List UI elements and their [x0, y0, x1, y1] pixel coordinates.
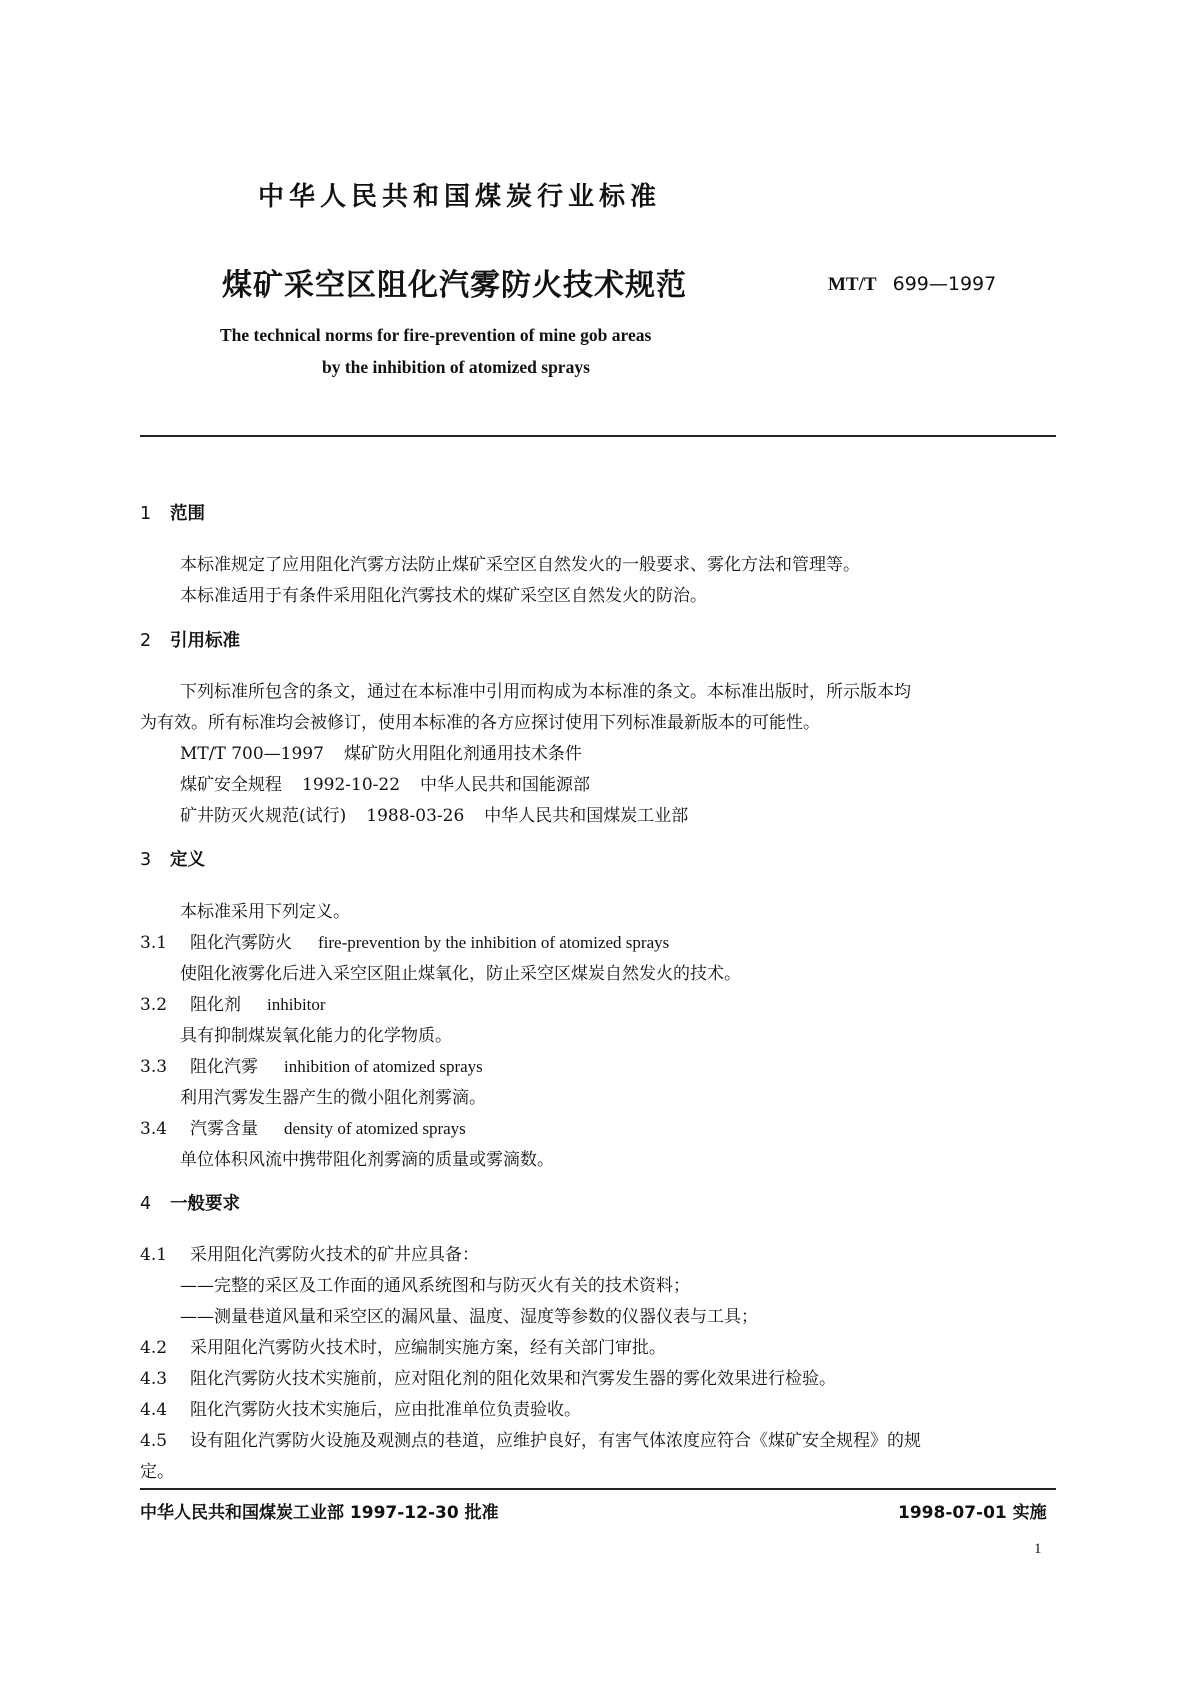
reference-issuer: 中华人民共和国能源部 [420, 775, 591, 795]
section-1-paragraph-2: 本标准适用于有条件采用阻化汽雾技术的煤矿采空区自然发火的防治。 [180, 586, 707, 606]
section-title: 一般要求 [170, 1194, 240, 1214]
item-number: 4.5 [140, 1431, 168, 1451]
definition-term: 阻化剂 [190, 995, 241, 1015]
approval-info: 中华人民共和国煤炭工业部 1997-12-30 批准 [140, 1503, 499, 1523]
requirement-text: 设有阻化汽雾防火设施及观测点的巷道，应维护良好，有害气体浓度应符合《煤矿安全规程》的规 [190, 1431, 921, 1451]
definition-item [140, 1052, 483, 1077]
reference-code: 矿井防灭火规范(试行) [180, 806, 347, 826]
section-number: 1 [140, 504, 152, 524]
footer-divider [140, 1488, 1056, 1490]
definition-text: 利用汽雾发生器产生的微小阻化剂雾滴。 [180, 1088, 486, 1108]
section-3-heading [140, 846, 205, 871]
section-1-paragraph-1: 本标准规定了应用阻化汽雾方法防止煤矿采空区自然发火的一般要求、雾化方法和管理等。 [180, 555, 860, 575]
requirement-item [140, 1426, 921, 1451]
item-number: 4.4 [140, 1400, 168, 1420]
definition-term-english: density of atomized sprays [284, 1119, 466, 1138]
requirement-text: 采用阻化汽雾防火技术的矿井应具备： [190, 1245, 479, 1265]
section-title: 范围 [170, 504, 205, 524]
reference-item [180, 801, 688, 826]
reference-issuer: 中华人民共和国煤炭工业部 [484, 806, 689, 826]
standard-code [828, 273, 996, 296]
definition-term: 汽雾含量 [190, 1119, 258, 1139]
reference-date: 1992-10-22 [302, 775, 401, 795]
definition-item [140, 928, 669, 953]
section-number: 4 [140, 1194, 152, 1214]
definition-term: 阻化汽雾 [190, 1057, 258, 1077]
section-2-paragraph-line-1: 下列标准所包含的条文，通过在本标准中引用而构成为本标准的条文。本标准出版时，所示版本均 [180, 682, 911, 702]
reference-item [180, 770, 590, 795]
reference-item [180, 739, 582, 764]
item-number: 4.3 [140, 1369, 168, 1389]
definition-text: 使阻化液雾化后进入采空区阻止煤氧化，防止采空区煤炭自然发火的技术。 [180, 964, 741, 984]
header-divider [140, 435, 1056, 437]
definition-term: 阻化汽雾防火 [190, 933, 292, 953]
reference-code: MT/T 700—1997 [180, 744, 324, 764]
requirement-text: 采用阻化汽雾防火技术时，应编制实施方案，经有关部门审批。 [190, 1338, 666, 1358]
english-title-line-2: by the inhibition of atomized sprays [322, 357, 590, 377]
requirement-item [140, 1240, 479, 1265]
requirement-text: 阻化汽雾防火技术实施后，应由批准单位负责验收。 [190, 1400, 581, 1420]
section-2-heading [140, 627, 240, 652]
definition-text: 具有抑制煤炭氧化能力的化学物质。 [180, 1026, 452, 1046]
requirement-dash-item: ——测量巷道风量和采空区的漏风量、温度、湿度等参数的仪器仪表与工具； [180, 1307, 758, 1327]
section-3-intro: 本标准采用下列定义。 [180, 902, 350, 922]
requirement-item [140, 1395, 581, 1420]
requirement-text: 阻化汽雾防火技术实施前，应对阻化剂的阻化效果和汽雾发生器的雾化效果进行检验。 [190, 1369, 836, 1389]
definition-item [140, 990, 326, 1015]
section-number: 2 [140, 631, 152, 651]
section-4-heading [140, 1190, 240, 1215]
standard-code-label: MT/T [828, 274, 877, 295]
requirement-item [140, 1364, 836, 1389]
page-number: 1 [1034, 1541, 1042, 1557]
item-number: 4.2 [140, 1338, 168, 1358]
item-number: 3.3 [140, 1057, 168, 1077]
item-number: 3.2 [140, 995, 168, 1015]
item-number: 3.4 [140, 1119, 168, 1139]
item-number: 4.1 [140, 1245, 168, 1265]
definition-text: 单位体积风流中携带阻化剂雾滴的质量或雾滴数。 [180, 1150, 554, 1170]
definition-term-english: fire-prevention by the inhibition of atomized sprays [318, 933, 670, 952]
definition-term-english: inhibition of atomized sprays [284, 1057, 483, 1076]
document-title: 煤矿采空区阻化汽雾防火技术规范 [222, 268, 687, 303]
item-number: 3.1 [140, 933, 168, 953]
requirement-item [140, 1333, 666, 1358]
reference-date: 1988-03-26 [366, 806, 465, 826]
implementation-date: 1998-07-01 实施 [898, 1503, 1047, 1523]
english-title-line-1: The technical norms for fire-prevention of mine gob areas [220, 325, 652, 345]
definition-term-english: inhibitor [267, 995, 326, 1014]
requirement-dash-item: ——完整的采区及工作面的通风系统图和与防灭火有关的技术资料； [180, 1276, 690, 1296]
section-number: 3 [140, 850, 152, 870]
standard-code-number: 699—1997 [892, 273, 997, 295]
requirement-text-continued: 定。 [140, 1462, 174, 1482]
section-1-heading [140, 500, 205, 525]
definition-item [140, 1114, 466, 1139]
section-2-paragraph-line-2: 为有效。所有标准均会被修订，使用本标准的各方应探讨使用下列标准最新版本的可能性。 [140, 713, 820, 733]
reference-code: 煤矿安全规程 [180, 775, 282, 795]
standard-category-title: 中华人民共和国煤炭行业标准 [258, 182, 662, 212]
section-title: 引用标准 [170, 631, 240, 651]
reference-title: 煤矿防火用阻化剂通用技术条件 [343, 744, 582, 764]
section-title: 定义 [170, 850, 205, 870]
